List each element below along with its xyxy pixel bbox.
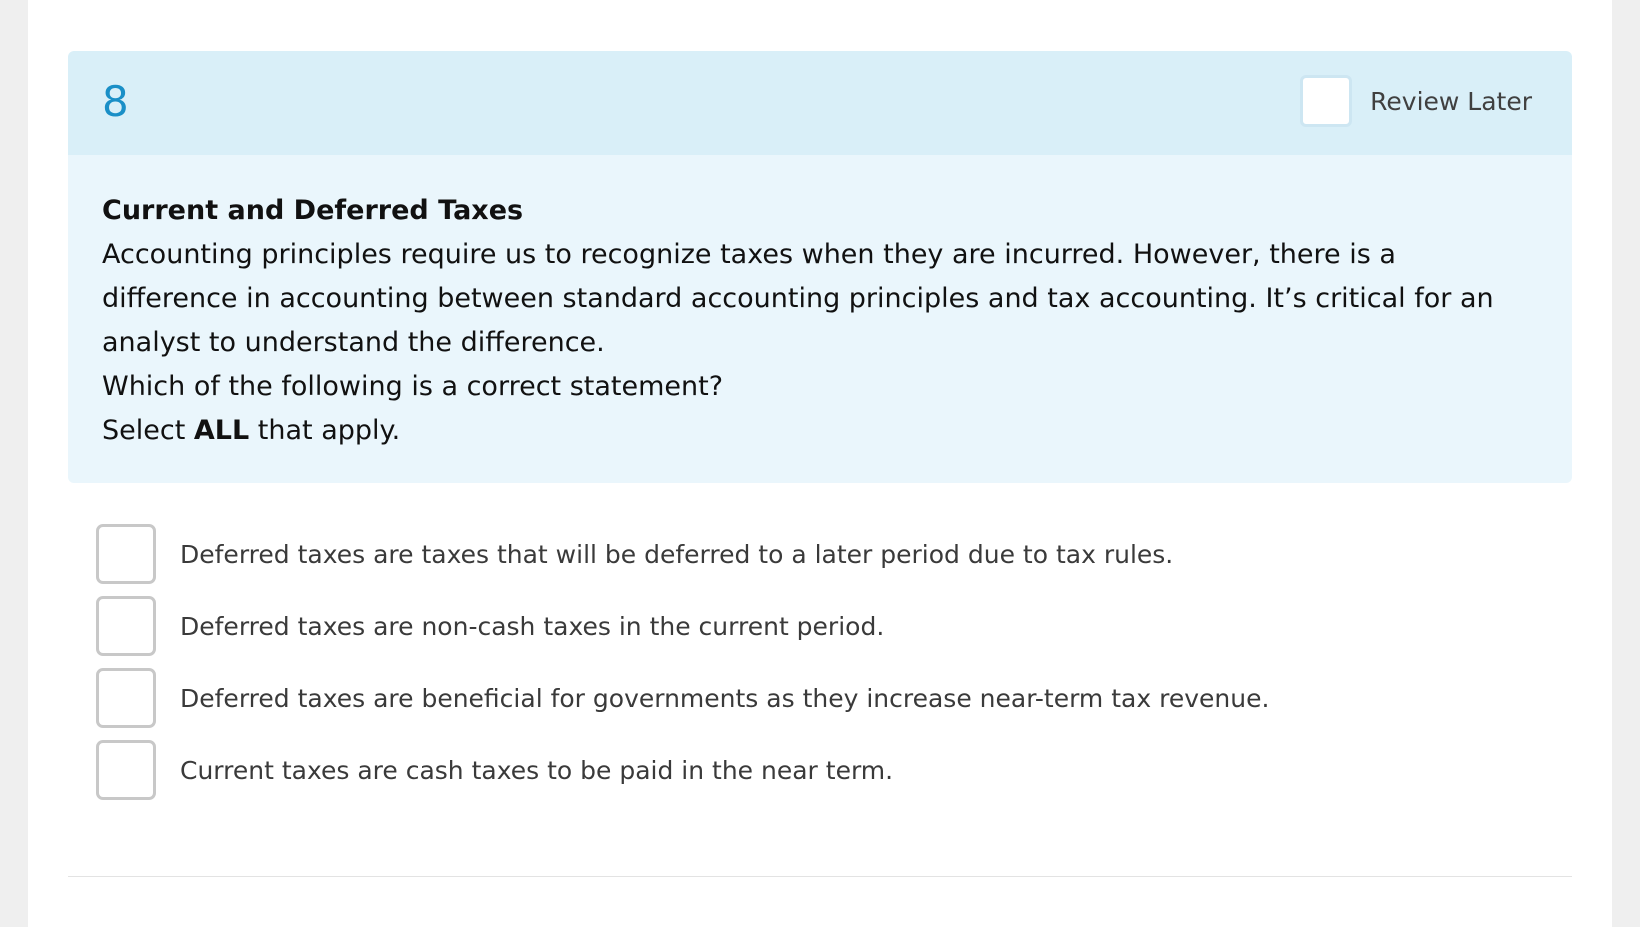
answer-option[interactable] [96, 524, 1556, 584]
answer-option[interactable] [96, 740, 1556, 800]
answer-option[interactable] [96, 596, 1556, 656]
question-page [28, 0, 1612, 927]
question-header [68, 51, 1572, 155]
option-checkbox[interactable] [96, 668, 156, 728]
option-checkbox[interactable] [96, 524, 156, 584]
option-label: Deferred taxes are beneficial for governments as they increase near-term tax revenue. [180, 683, 1270, 713]
instruction-prefix: Select [102, 415, 194, 446]
option-checkbox[interactable] [96, 596, 156, 656]
answer-option[interactable] [96, 668, 1556, 728]
review-later-toggle[interactable] [1300, 73, 1532, 129]
option-checkbox[interactable] [96, 740, 156, 800]
question-number: 8 [102, 77, 129, 126]
review-later-label: Review Later [1370, 86, 1532, 116]
divider [68, 876, 1572, 877]
review-later-checkbox[interactable] [1300, 75, 1352, 127]
question-title: Current and Deferred Taxes [102, 195, 524, 226]
instruction-suffix: that apply. [249, 415, 401, 446]
question-prompt: Which of the following is a correct statement? [102, 371, 724, 402]
answer-options [96, 524, 1556, 812]
instruction-emphasis: ALL [193, 415, 250, 446]
question-instruction [102, 409, 1538, 453]
question-text: Accounting principles require us to recognize taxes when they are incurred. However, there is a difference in accounting between standard accounting principles and tax accounting. It’s critical for an analyst to understand the difference. [102, 239, 1494, 358]
option-label: Deferred taxes are taxes that will be deferred to a later period due to tax rules. [180, 539, 1174, 569]
option-label: Deferred taxes are non-cash taxes in the current period. [180, 611, 885, 641]
option-label: Current taxes are cash taxes to be paid in the near term. [180, 755, 894, 785]
question-body [68, 155, 1572, 483]
